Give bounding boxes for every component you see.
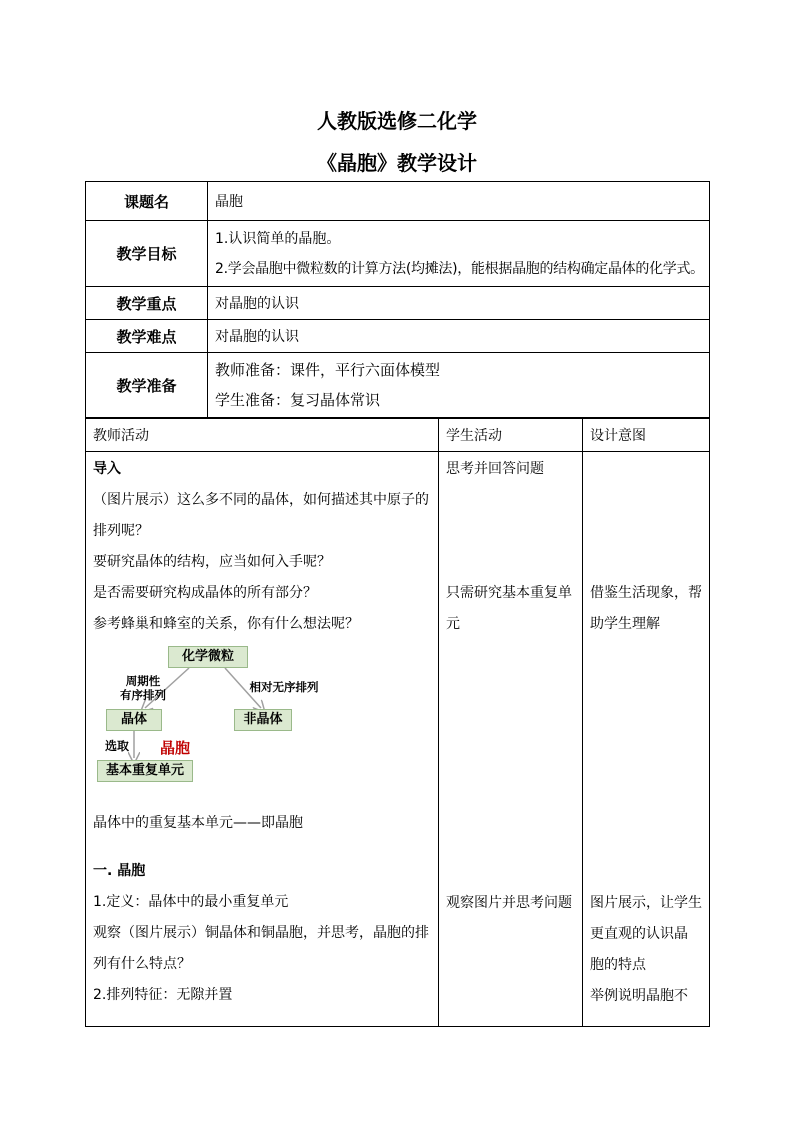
intent-cell	[583, 452, 710, 1027]
teacher-cell	[86, 452, 439, 1027]
intro-heading: 导入	[93, 461, 121, 477]
student-activity-1: 思考并回答问题	[446, 461, 544, 477]
prep-teacher: 教师准备：课件，平行六面体模型	[215, 361, 441, 379]
section-heading: 一. 晶胞	[93, 863, 146, 879]
box-noncrystal: 非晶体	[234, 709, 292, 731]
activity-header-row	[86, 419, 710, 452]
section-line: 列有什么特点？	[93, 956, 191, 972]
intent-2d: 举例说明晶胞不	[590, 988, 688, 1004]
prep-value	[208, 353, 710, 418]
crystal-concept-diagram	[93, 646, 343, 796]
key-label: 教学重点	[86, 287, 208, 320]
student-activity-3: 观察图片并思考问题	[446, 895, 572, 911]
intent-2b: 更直观的认识晶	[590, 926, 688, 942]
col-teacher: 教师活动	[86, 419, 439, 452]
row-key	[86, 287, 710, 320]
box-crystal: 晶体	[106, 709, 162, 731]
intent-2a: 图片展示，让学生	[590, 895, 702, 911]
goal-1: 1.认识简单的晶胞。	[215, 230, 341, 247]
col-intent: 设计意图	[583, 419, 710, 452]
row-goals	[86, 221, 710, 287]
label-disordered: 相对无序排列	[249, 680, 319, 694]
intro-line: （图片展示）这么多不同的晶体，如何描述其中原子的	[93, 492, 429, 508]
topic-label: 课题名	[86, 182, 208, 221]
intent-2c: 胞的特点	[590, 957, 646, 973]
section-line: 1.定义：晶体中的最小重复单元	[93, 894, 289, 910]
difficult-label: 教学难点	[86, 320, 208, 353]
intro-line: 排列呢？	[93, 523, 149, 539]
summary-line: 晶体中的重复基本单元——即晶胞	[93, 815, 303, 831]
activity-table	[85, 418, 710, 1027]
key-value: 对晶胞的认识	[208, 287, 710, 320]
row-topic	[86, 182, 710, 221]
document-title: 人教版选修二化学	[317, 109, 477, 133]
box-chemical-particle: 化学微粒	[168, 646, 248, 668]
lesson-info-table	[85, 181, 710, 418]
document-subtitle: 《晶胞》教学设计	[317, 151, 477, 175]
label-unit-cell: 晶胞	[159, 739, 190, 757]
intent-1a: 借鉴生活现象，帮	[590, 585, 702, 601]
activity-body-row	[86, 452, 710, 1027]
section-line: 观察（图片展示）铜晶体和铜晶胞，并思考，晶胞的排	[93, 925, 429, 941]
prep-student: 学生准备：复习晶体常识	[215, 391, 381, 409]
difficult-value: 对晶胞的认识	[208, 320, 710, 353]
intro-line: 要研究晶体的结构，应当如何入手呢？	[93, 554, 331, 570]
row-difficult	[86, 320, 710, 353]
intro-line: 参考蜂巢和蜂室的关系，你有什么想法呢？	[93, 616, 359, 632]
col-student: 学生活动	[439, 419, 583, 452]
label-ordered: 有序排列	[120, 688, 166, 702]
goals-label: 教学目标	[86, 221, 208, 287]
intent-1b: 助学生理解	[590, 616, 660, 632]
intro-line: 是否需要研究构成晶体的所有部分？	[93, 585, 317, 601]
box-basic-unit: 基本重复单元	[97, 760, 193, 782]
student-cell	[439, 452, 583, 1027]
goals-value	[208, 221, 710, 287]
row-prep	[86, 353, 710, 418]
topic-value: 晶胞	[208, 182, 710, 221]
student-activity-2a: 只需研究基本重复单	[446, 585, 572, 601]
goal-2: 2.学会晶胞中微粒数的计算方法(均摊法)，能根据晶胞的结构确定晶体的化学式。	[215, 260, 704, 277]
section-line: 2.排列特征：无隙并置	[93, 987, 233, 1003]
label-periodic: 周期性	[125, 674, 161, 688]
student-activity-2b: 元	[446, 616, 460, 632]
prep-label: 教学准备	[86, 353, 208, 418]
label-select: 选取	[104, 739, 129, 753]
